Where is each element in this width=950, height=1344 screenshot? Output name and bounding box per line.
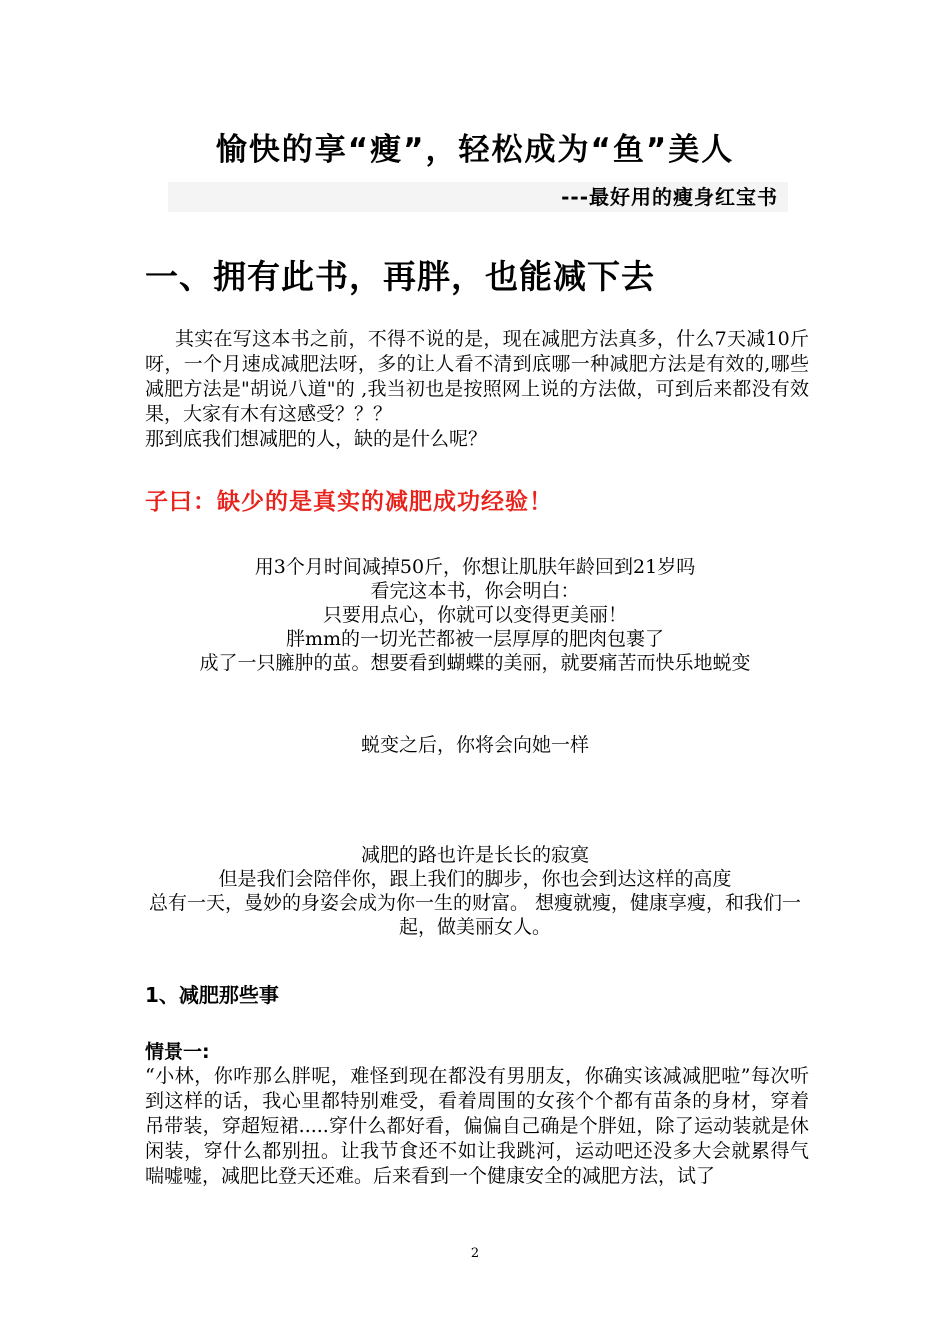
scene-paragraph: “小林，你咋那么胖呢，难怪到现在都没有男朋友，你确实该减减肥啦”每次听到这样的话，我心里都特别难受，看着周围的女孩个个都有苗条的身材，穿着吊带装，穿超短裙.....穿什么都好看，偏偏自己确是个胖妞，除了运动装就是休闲装，穿什么都别扭。让我节食还不如让我跳河，运动吧还没多大会就累得气喘嘘嘘，减肥比登天还难。后来看到一个健康安全的减肥方法，试了 (145, 1065, 809, 1187)
promo-line: 成了一只臃肿的茧。想要看到蝴蝶的美丽，就要痛苦而快乐地蜕变 (199, 652, 751, 674)
intro-paragraph: 其实在写这本书之前，不得不说的是，现在减肥方法真多，什么7天减10斤呀，一个月速成减肥法呀，多的让人看不清到底哪一种减肥方法是有效的,哪些减肥方法是"胡说八道"的 ,我当初也是按照网上说的方法做，可到后来都没有效果，大家有木有这感受？？？ (145, 328, 809, 425)
intro-section (145, 327, 809, 452)
document-subtitle: ---最好用的瘦身红宝书 (561, 185, 778, 209)
promo-line: 总有一天，曼妙的身姿会成为你一生的财富。 想瘦就瘦，健康享瘦，和我们一起，做美丽女人。 (148, 892, 802, 938)
red-highlight-heading: 子曰：缺少的是真实的减肥成功经验！ (145, 489, 553, 515)
promo-line: 蜕变之后，你将会向她一样 (360, 734, 589, 756)
document-title: 愉快的享“瘦”，轻松成为“鱼”美人 (215, 132, 735, 168)
promo-line: 减肥的路也许是长长的寂寞 (360, 844, 589, 866)
centered-transform-line (140, 733, 810, 757)
promo-line: 用3个月时间减掉50斤，你想让肌肤年龄回到21岁吗 (254, 556, 696, 578)
section-heading: 一、拥有此书，再胖，也能减下去 (145, 257, 655, 296)
promo-line: 胖mm的一切光芒都被一层厚厚的肥肉包裹了 (285, 628, 665, 650)
intro-question: 那到底我们想减肥的人，缺的是什么呢？ (145, 428, 488, 450)
page-number: 2 (470, 1246, 480, 1261)
promo-line: 只要用点心，你就可以变得更美丽！ (322, 604, 627, 626)
scene-label: 情景一: (145, 1041, 210, 1063)
centered-promo-block (140, 555, 810, 675)
subsection-heading: 1、减肥那些事 (145, 983, 279, 1007)
promo-line: 看完这本书，你会明白： (370, 580, 580, 602)
centered-closing-block (140, 843, 810, 939)
promo-line: 但是我们会陪伴你，跟上我们的脚步，你也会到达这样的高度 (218, 868, 732, 890)
scene-section (145, 1064, 809, 1189)
